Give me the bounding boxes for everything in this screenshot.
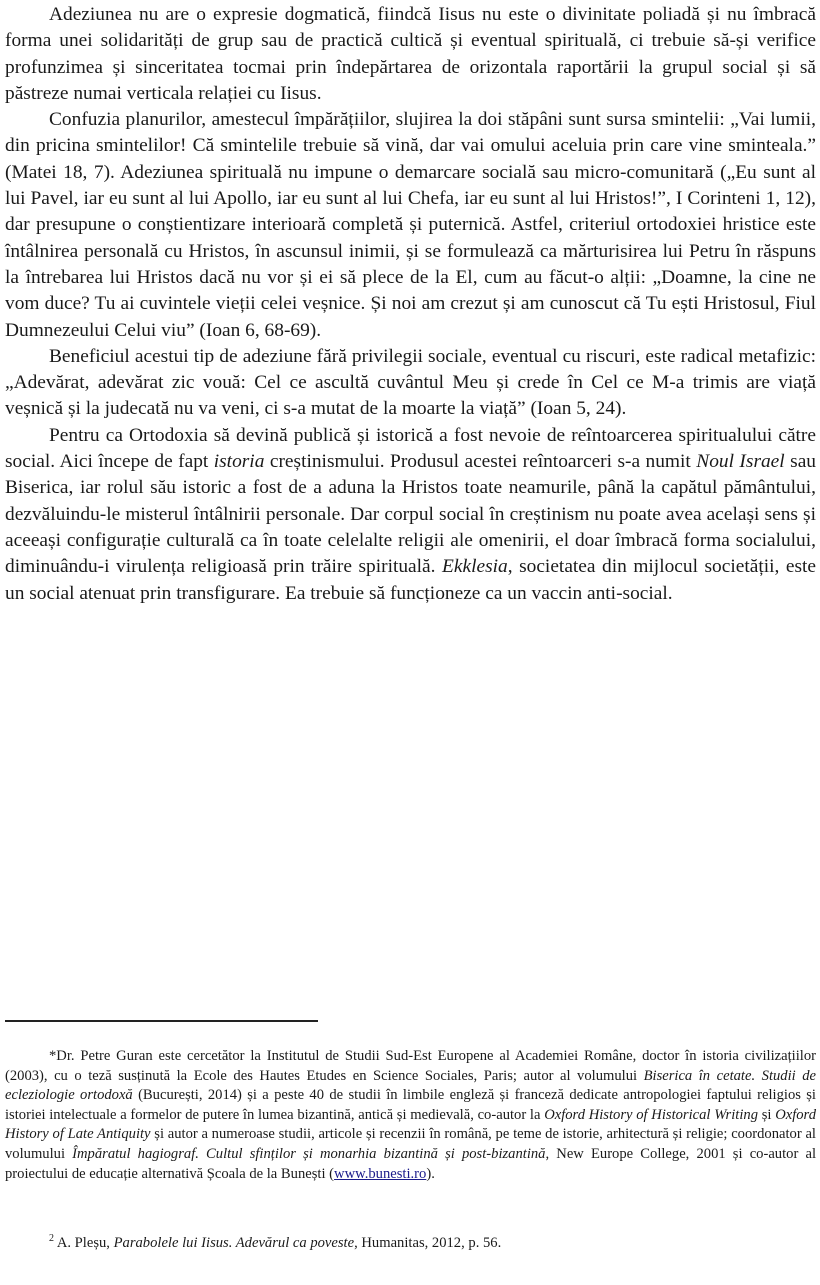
text-run: Beneficiul acestui tip de adeziune fără privilegii sociale, eventual cu riscuri, este radical metafizic: „Adevărat, adevărat zic vouă: Cel ce ascultă cuvântul Meu și crede în Cel ce M-a trimis are viață veșnică și la judecată nu va veni, ci s-a mutat de la moarte la viață” (Ioan 5, 24). bbox=[5, 345, 816, 420]
text-run: *Dr. Petre Guran este cercetător la Institutul de Studii Sud-Est Europene al Academiei Române, doctor în istoria civilizațiilor (2003), cu o teză susținută la Ecole des Hautes Etudes en Science Sociales, Paris; autor al volumului bbox=[5, 1048, 816, 1084]
italic-text: Oxford History of Late Antiquity bbox=[5, 1106, 816, 1143]
website-link[interactable]: www.bunesti.ro bbox=[334, 1165, 427, 1182]
text-run: , New Europe College, 2001 și co-autor al proiectului de educație alternativă Școala de la Bunești ( bbox=[5, 1145, 816, 1182]
italic-text: Parabolele lui Iisus. Adevărul ca poveste bbox=[113, 1235, 355, 1251]
text-run: Adeziunea nu are o expresie dogmatică, fiindcă Iisus nu este o divinitate poliadă și nu îmbracă forma unei solidarități de grup sau de practică cultică și eventual spirituală, ci trebuie să-și verifice profunzimea și sinceritatea tocmai prin îndepărtarea de orizontala raportării la grupul social și să păstreze numai verticala relației cu Iisus. bbox=[5, 4, 816, 104]
italic-text: Împăratul hagiograf. Cultul sfinților și monarhia bizantină și post-bizantină bbox=[72, 1145, 546, 1162]
text-run: Pentru ca Ortodoxia să devină publică și istorică a fost nevoie de reîntoarcerea spiritualului către social. Aici începe de fapt bbox=[5, 424, 816, 473]
footnote-2 bbox=[5, 1234, 816, 1254]
text-run: , societatea din mijlocul societății, este un social atenuat prin transfigurare. Ea trebuie să funcționeze ca un vaccin anti-social. bbox=[5, 556, 816, 604]
footnote-separator bbox=[5, 1020, 318, 1022]
paragraph bbox=[5, 2, 816, 107]
body-text bbox=[5, 2, 816, 607]
footnote-2-text bbox=[54, 1235, 501, 1251]
paragraph bbox=[5, 423, 816, 607]
footnote-text bbox=[5, 1234, 816, 1254]
text-run: (București, 2014) și a peste 40 de studii în limbile engleză și franceză dedicate antropologiei faptului religios și istoriei intelectuale a formelor de putere în lumea bizantină, antică și medievală, co-autor la bbox=[5, 1087, 816, 1123]
paragraph bbox=[5, 107, 816, 344]
footnote-text bbox=[5, 1047, 816, 1184]
text-run: creștinismului. Produsul acestei reîntoarceri s-a numit bbox=[264, 451, 697, 473]
text-run: sau Biserica, iar rolul său istoric a fost de a aduna la Hristos toate neamurile, până la capătul pământului, dezvăluindu-le misterul întâlnirii personale. Dar corpul social în creștinism nu poate avea același sens și aceeași configurație culturală ca în toate celelalte religii ale omenirii, el doar îmbracă forma socialului, diminuându-i virulența religioasă prin trăire spirituală. bbox=[5, 451, 816, 578]
italic-text: istoria bbox=[213, 451, 265, 473]
text-run: ). bbox=[426, 1165, 435, 1182]
text-run: Confuzia planurilor, amestecul împărățiilor, slujirea la doi stăpâni sunt sursa smintelii: „Vai lumii, din pricina smintelilor! Că smintelile trebuie să vină, dar vai omului aceluia prin care vine sminteala.” (Matei 18, 7). Adeziunea spirituală nu impune o demarcare socială sau micro-comunitară („Eu sunt al lui Pavel, iar eu sunt al lui Apollo, iar eu sunt al lui Chefa, iar eu sunt al lui Hristos!”, I Corinteni 1, 12), dar presupune o conștientizare interioară completă și puternică. Astfel, criteriul ortodoxiei hristice este întâlnirea personală cu Hristos, în ascunsul inimii, și se formulează ca mărturisirea lui Petru în răspuns la întrebarea lui Hristos dacă nu vor și ei să plece de la El, cum au făcut-o alții: „Doamne, la cine ne vom duce? Tu ai cuvintele vieții celei veșnice. Și noi am crezut și am cunoscut că Tu ești Hristosul, Fiul Dumnezeului Celui viu” (Ioan 6, 68-69). bbox=[5, 109, 816, 341]
text-run: A. Pleșu, bbox=[54, 1235, 114, 1251]
italic-text: Biserica în cetate. Studii de ecleziologie ortodoxă bbox=[5, 1067, 816, 1104]
italic-text: Noul Israel bbox=[696, 451, 785, 473]
footnote-marker: 2 bbox=[49, 1233, 54, 1245]
footnote-author bbox=[5, 1047, 816, 1184]
italic-text: Ekklesia bbox=[442, 556, 508, 578]
italic-text: Oxford History of Historical Writing bbox=[544, 1106, 758, 1123]
paragraph bbox=[5, 344, 816, 423]
text-run: , Humanitas, 2012, p. 56. bbox=[354, 1235, 502, 1251]
text-run: și autor a numeroase studii, articole și recenzii în română, pe teme de istorie, arhitectură și religie; coordonator al volumului bbox=[5, 1126, 816, 1162]
text-run: și bbox=[758, 1106, 776, 1123]
